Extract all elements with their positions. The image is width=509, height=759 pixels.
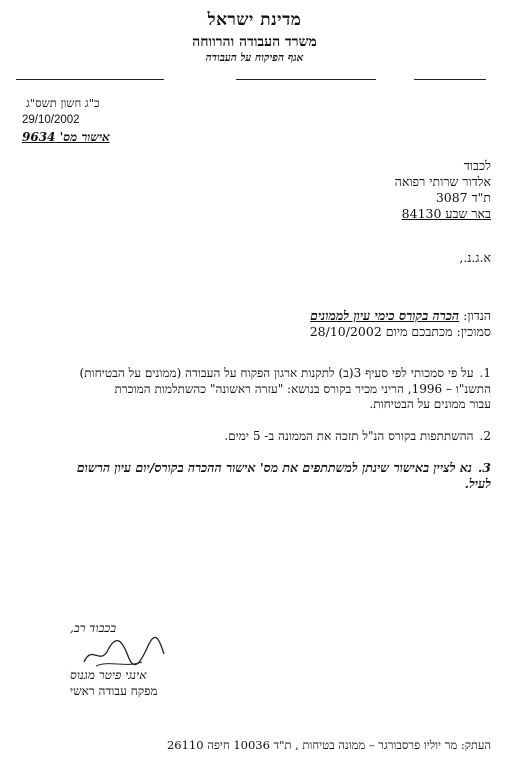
signatory-name: אינגי פיטר מגנוס (70, 668, 147, 682)
subject-value: הכרה בקורס כימי עיון לממונים (310, 308, 460, 323)
cc-line: העתק: מר יוליו פרסבורגר – ממונה בטיחות , ת"ד 10036 חיפה 26110 (166, 738, 491, 752)
paragraph-line (13, 366, 491, 382)
letterhead-divider-right (414, 79, 486, 80)
greeting: א.ג.נ., (459, 250, 491, 265)
letterhead-divider-center (236, 79, 376, 80)
gregorian-date: 29/10/2002 (22, 114, 80, 126)
letterhead-ministry: משרד העבודה והרווחה (192, 34, 317, 50)
recipient-salutation: לכבוד (463, 158, 491, 173)
paragraph-number: 1. (479, 366, 491, 380)
reference-value: מכתבכם מיום 28/10/2002 (309, 324, 453, 339)
approval-number: אישור מס' 9634 (22, 130, 110, 144)
paragraph-line (13, 460, 491, 476)
recipient-name: אלדור שרותי רפואה (394, 174, 491, 189)
paragraph-3 (13, 460, 491, 491)
paragraph-line (13, 429, 491, 445)
paragraph-line: לעיל. (464, 475, 491, 491)
paragraph-text: נא לציין באישור שינתן למשתתפים את מס' אישור ההכרה בקורס/יום עיון הרשום (76, 460, 472, 475)
recipient-city: באר שבע 84130 (401, 206, 491, 221)
paragraph-number: 2. (479, 429, 491, 443)
subject-label: הנדון: (463, 308, 491, 323)
reference-label: סמוכין: (456, 324, 491, 339)
recipient-po-box: ת"ד 3087 (435, 190, 491, 205)
paragraph-text: ההשתתפות בקורס הנ"ל תזכה את הממונה ב- 5 ימים. (224, 429, 474, 443)
handwritten-signature (78, 632, 168, 672)
paragraph-1 (13, 366, 491, 413)
subject-line (310, 308, 491, 324)
signature-closing: בכבוד רב, (70, 621, 117, 635)
paragraph-2 (13, 429, 491, 445)
letterhead-state: מדינת ישראל (207, 10, 302, 30)
letterhead-divider-left (16, 79, 164, 80)
letterhead-branch: אגף הפיקוח על העבודה (205, 52, 304, 64)
paragraph-text: על פי סמכותי לפי סעיף 3(ב) לתקנות ארגון הפקוח על העבודה (ממונים על הבטיחות) (79, 366, 474, 380)
reference-line (310, 324, 491, 340)
hebrew-date: כ"ג חשון תשס"ג (26, 96, 100, 110)
signatory-title: מפקח עבודה ראשי (70, 684, 158, 698)
paragraph-line: התשנ"ו – 1996, הריני מכיר בקורס בנושא: "עזרה ראשונה" כהשתלמות המוכרת (114, 381, 491, 396)
paragraph-number: 3. (477, 460, 491, 475)
paragraph-line: עבור ממונים על הבטיחות. (369, 397, 491, 411)
